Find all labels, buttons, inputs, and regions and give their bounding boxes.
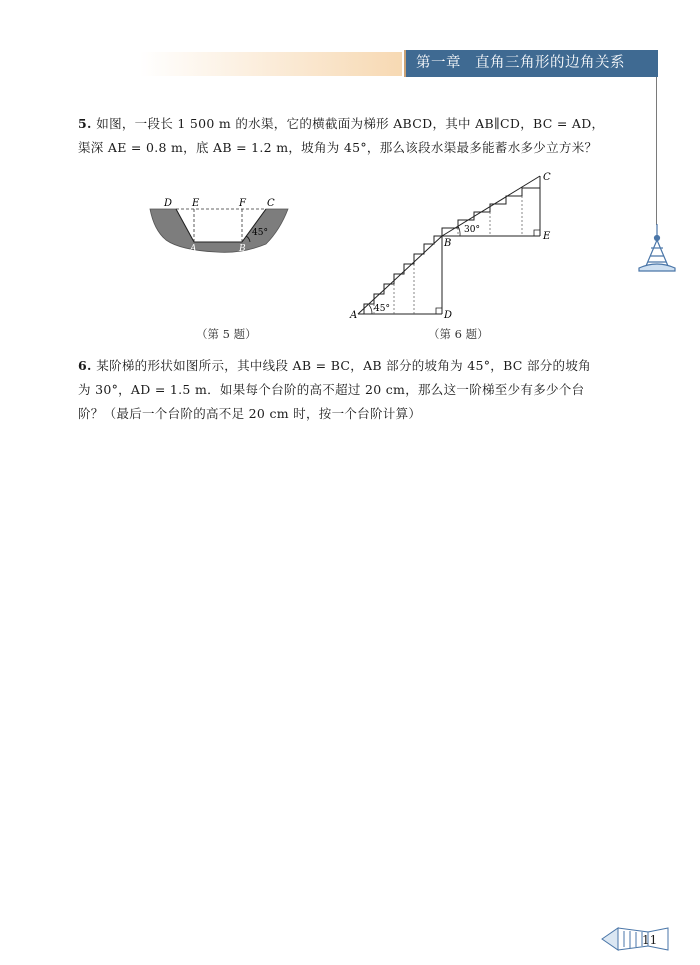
label-e: E <box>192 198 200 209</box>
label-d: D <box>164 198 173 209</box>
problem-text: 某阶梯的形状如图所示，其中线段 AB = BC，AB 部分的坡角为 45°，BC 部分的坡角 <box>96 358 591 373</box>
angle-label-45: 45° <box>374 304 390 314</box>
label-e: E <box>543 231 551 242</box>
problem-text: 阶？（最后一个台阶的高不足 20 cm 时，按一个台阶计算） <box>78 406 422 421</box>
angle-label: 45° <box>252 228 268 238</box>
label-c: C <box>267 198 275 209</box>
label-a: A <box>350 310 358 320</box>
page-number: 11 <box>642 933 658 947</box>
chapter-title: 直角三角形的边角关系 <box>475 55 625 71</box>
margin-line <box>656 77 657 225</box>
page-number-badge <box>598 922 678 956</box>
label-d: D <box>444 310 453 320</box>
figure-5-canal <box>146 192 294 260</box>
problem-6 <box>78 354 638 426</box>
angle-label-30: 30° <box>464 225 480 235</box>
problem-text: 渠深 AE = 0.8 m，底 AB = 1.2 m，坡角为 45°，那么该段水渠最多能蓄水多少立方米？ <box>78 140 598 155</box>
label-c: C <box>543 172 551 183</box>
label-a: A <box>190 244 197 254</box>
figure-6-caption: （第 6 题） <box>428 327 489 341</box>
label-f: F <box>239 198 246 209</box>
problem-5 <box>78 112 638 160</box>
figure-5-caption: （第 5 题） <box>196 327 257 341</box>
chapter-number: 第一章 <box>416 55 461 71</box>
problem-number: 6. <box>78 358 92 373</box>
figure-6-staircase <box>346 168 556 320</box>
compass-tower-icon <box>634 222 680 274</box>
header-gradient-bar <box>140 52 402 76</box>
problem-text: 为 30°，AD = 1.5 m．如果每个台阶的高不超过 20 cm，那么这一阶梯至少有多少个台 <box>78 382 585 397</box>
label-b: B <box>444 238 452 249</box>
problem-number: 5. <box>78 116 92 131</box>
label-b: B <box>239 244 246 254</box>
chapter-header <box>404 50 658 77</box>
problem-text: 如图，一段长 1 500 m 的水渠，它的横截面为梯形 ABCD，其中 AB∥CD，BC = AD， <box>96 116 605 131</box>
